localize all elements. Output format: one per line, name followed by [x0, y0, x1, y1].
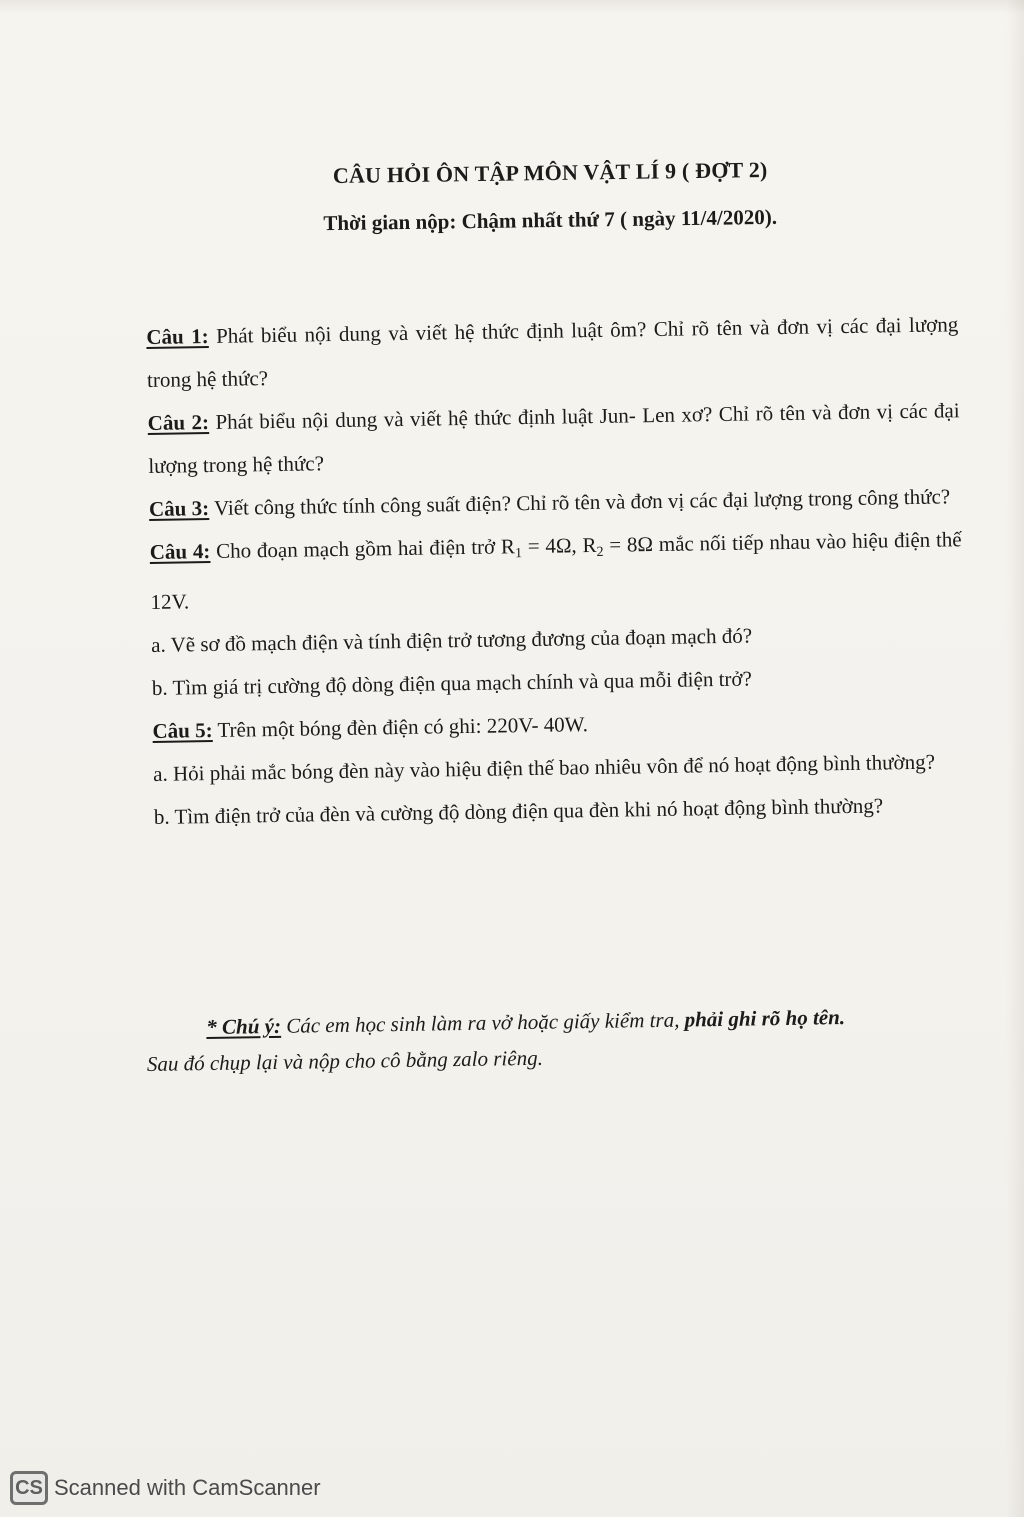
paper-shadow-right — [1006, 0, 1024, 1517]
question-4 — [149, 518, 962, 624]
question-2 — [147, 389, 960, 488]
question-3-text: Viết công thức tính công suất điện? Chỉ rõ tên và đơn vị các đại lượng trong công thức? — [208, 484, 951, 521]
note-text-bold: phải ghi rõ họ tên. — [684, 1005, 846, 1032]
document-subtitle: Thời gian nộp: Chậm nhất thứ 7 ( ngày 11/4/2020). — [323, 204, 778, 236]
document-title: CÂU HỎI ÔN TẬP MÔN VẬT LÍ 9 ( ĐỢT 2) — [332, 156, 768, 189]
questions-section — [146, 303, 966, 839]
question-1-label: Câu 1: — [146, 324, 209, 349]
note-section — [146, 998, 937, 1082]
question-4-subscript-2: 2 — [596, 544, 604, 560]
camscanner-logo-icon: CS — [10, 1471, 48, 1505]
question-4-part-b: b. Tìm giá trị cường độ dòng điện qua mạch chính và qua mỗi điện trở? — [151, 666, 753, 700]
question-4-text-after: = 8Ω mắc nối tiếp nhau vào hiệu điện thế 12V. — [150, 527, 962, 614]
question-4-subscript-1: 1 — [514, 546, 523, 562]
camscanner-watermark — [10, 1468, 321, 1508]
question-4-label: Câu 4: — [149, 539, 211, 564]
question-2-label: Câu 2: — [147, 410, 210, 435]
question-1-text: Phát biểu nội dung và viết hệ thức định luật ôm? Chỉ rõ tên và đơn vị các đại lượng trong hệ thức? — [146, 312, 959, 392]
paper-shadow-top — [0, 0, 1024, 14]
question-4-text-before: Cho đoạn mạch gồm hai điện trở R — [210, 534, 516, 564]
question-3-label: Câu 3: — [148, 496, 210, 521]
question-4-text-mid: = 4Ω, R — [521, 532, 597, 559]
question-4-part-a: a. Vẽ sơ đồ mạch điện và tính điện trở tương đương của đoạn mạch đó? — [150, 623, 753, 657]
question-5-label: Câu 5: — [152, 718, 213, 743]
question-5-text: Trên một bóng đèn điện có ghi: 220V- 40W. — [212, 712, 589, 743]
question-2-text: Phát biểu nội dung và viết hệ thức định luật Jun- Len xơ? Chỉ rõ tên và đơn vị các đại lượng trong hệ thức? — [148, 398, 960, 478]
question-1 — [146, 303, 959, 402]
question-5-part-b: b. Tìm điện trở của đèn và cường độ dòng điện qua đèn khi nó hoạt động bình thường? — [153, 793, 884, 829]
question-5-part-a: a. Hỏi phải mắc bóng đèn này vào hiệu điện thế bao nhiêu vôn để nó hoạt động bình thường? — [153, 749, 936, 786]
note-line-2: Sau đó chụp lại và nộp cho cô bằng zalo riêng. — [146, 1045, 544, 1076]
camscanner-watermark-text: Scanned with CamScanner — [54, 1475, 321, 1500]
note-text-1: Các em học sinh làm ra vở hoặc giấy kiểm tra, — [280, 1007, 685, 1038]
note-label: * Chú ý: — [206, 1013, 282, 1040]
